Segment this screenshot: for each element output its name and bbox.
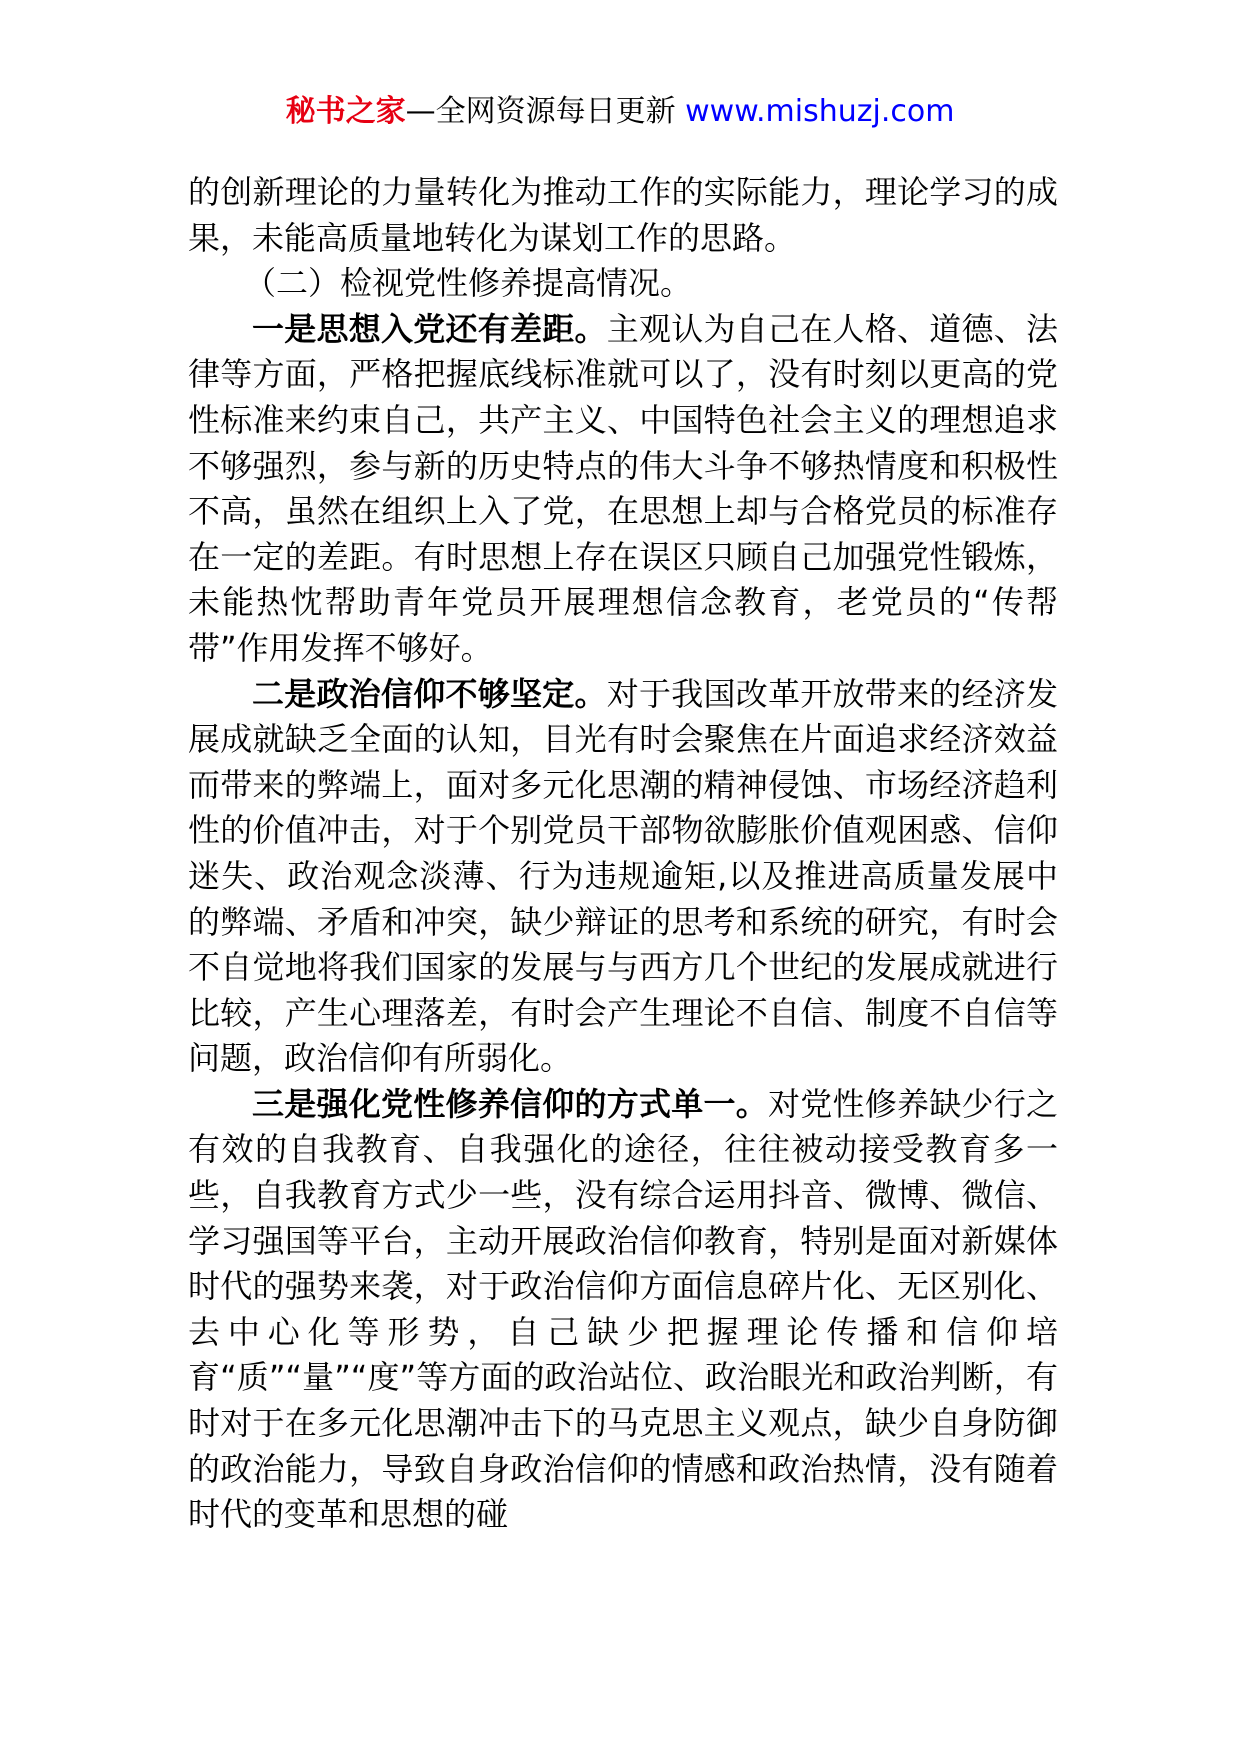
point-1-text: 主观认为自己在人格、道德、法律等方面，严格把握底线标准就可以了，没有时刻以更高的党性标准来约束自己，共产主义、中国特色社会主义的理想追求不够强烈，参与新的历史特点的伟大斗争不够热情度和积极性不高，虽然在组织上入了党，在思想上却与合格党员的标准存在一定的差距。有时思想上存在误区只顾自己加强党性锻炼，未能热忱帮助青年党员开展理想信念教育，老党员的“传帮带”作用发挥不够好。 <box>188 309 1058 667</box>
continuation-paragraph: 的创新理论的力量转化为推动工作的实际能力，理论学习的成果，未能高质量地转化为谋划工作的思路。 <box>188 173 1058 257</box>
brand-name: 秘书之家 <box>285 94 406 129</box>
section-heading: （二）检视党性修养提高情况。 <box>244 264 693 303</box>
paragraph-point-2 <box>188 672 1058 1082</box>
point-3-text: 对党性修养缺少行之有效的自我教育、自我强化的途径，往往被动接受教育多一些，自我教育方式少一些，没有综合运用抖音、微博、微信、学习强国等平台，主动开展政治信仰教育，特别是面对新媒体时代的强势来袭，对于政治信仰方面信息碎片化、无区别化、去中心化等形势，自己缺少把握理论传播和信仰培育“质”“量”“度”等方面的政治站位、政治眼光和政治判断，有时对于在多元化思潮冲击下的马克思主义观点，缺少自身防御的政治能力，导致自身政治信仰的情感和政治热情，没有随着时代的变革和思想的碰 <box>188 1084 1058 1534</box>
document-body <box>188 170 1058 1538</box>
point-3-lead: 三是强化党性修养信仰的方式单一。 <box>252 1084 768 1123</box>
point-2-text: 对于我国改革开放带来的经济发展成就缺乏全面的认知，目光有时会聚焦在片面追求经济效益而带来的弊端上，面对多元化思潮的精神侵蚀、市场经济趋利性的价值冲击，对于个别党员干部物欲膨胀价值观困惑、信仰迷失、政治观念淡薄、行为违规逾矩,以及推进高质量发展中的弊端、矛盾和冲突，缺少辩证的思考和系统的研究，有时会不自觉地将我们国家的发展与与西方几个世纪的发展成就进行比较，产生心理落差，有时会产生理论不自信、制度不自信等问题，政治信仰有所弱化。 <box>188 674 1058 1078</box>
header-tagline: —全网资源每日更新 <box>405 94 686 129</box>
paragraph-point-1 <box>188 307 1058 672</box>
page-header <box>0 92 1240 132</box>
point-2-lead: 二是政治信仰不够坚定。 <box>252 674 607 713</box>
paragraph-point-3 <box>188 1082 1058 1538</box>
site-url-link[interactable]: www.mishuzj.com <box>685 94 955 129</box>
point-1-lead: 一是思想入党还有差距。 <box>252 309 607 348</box>
